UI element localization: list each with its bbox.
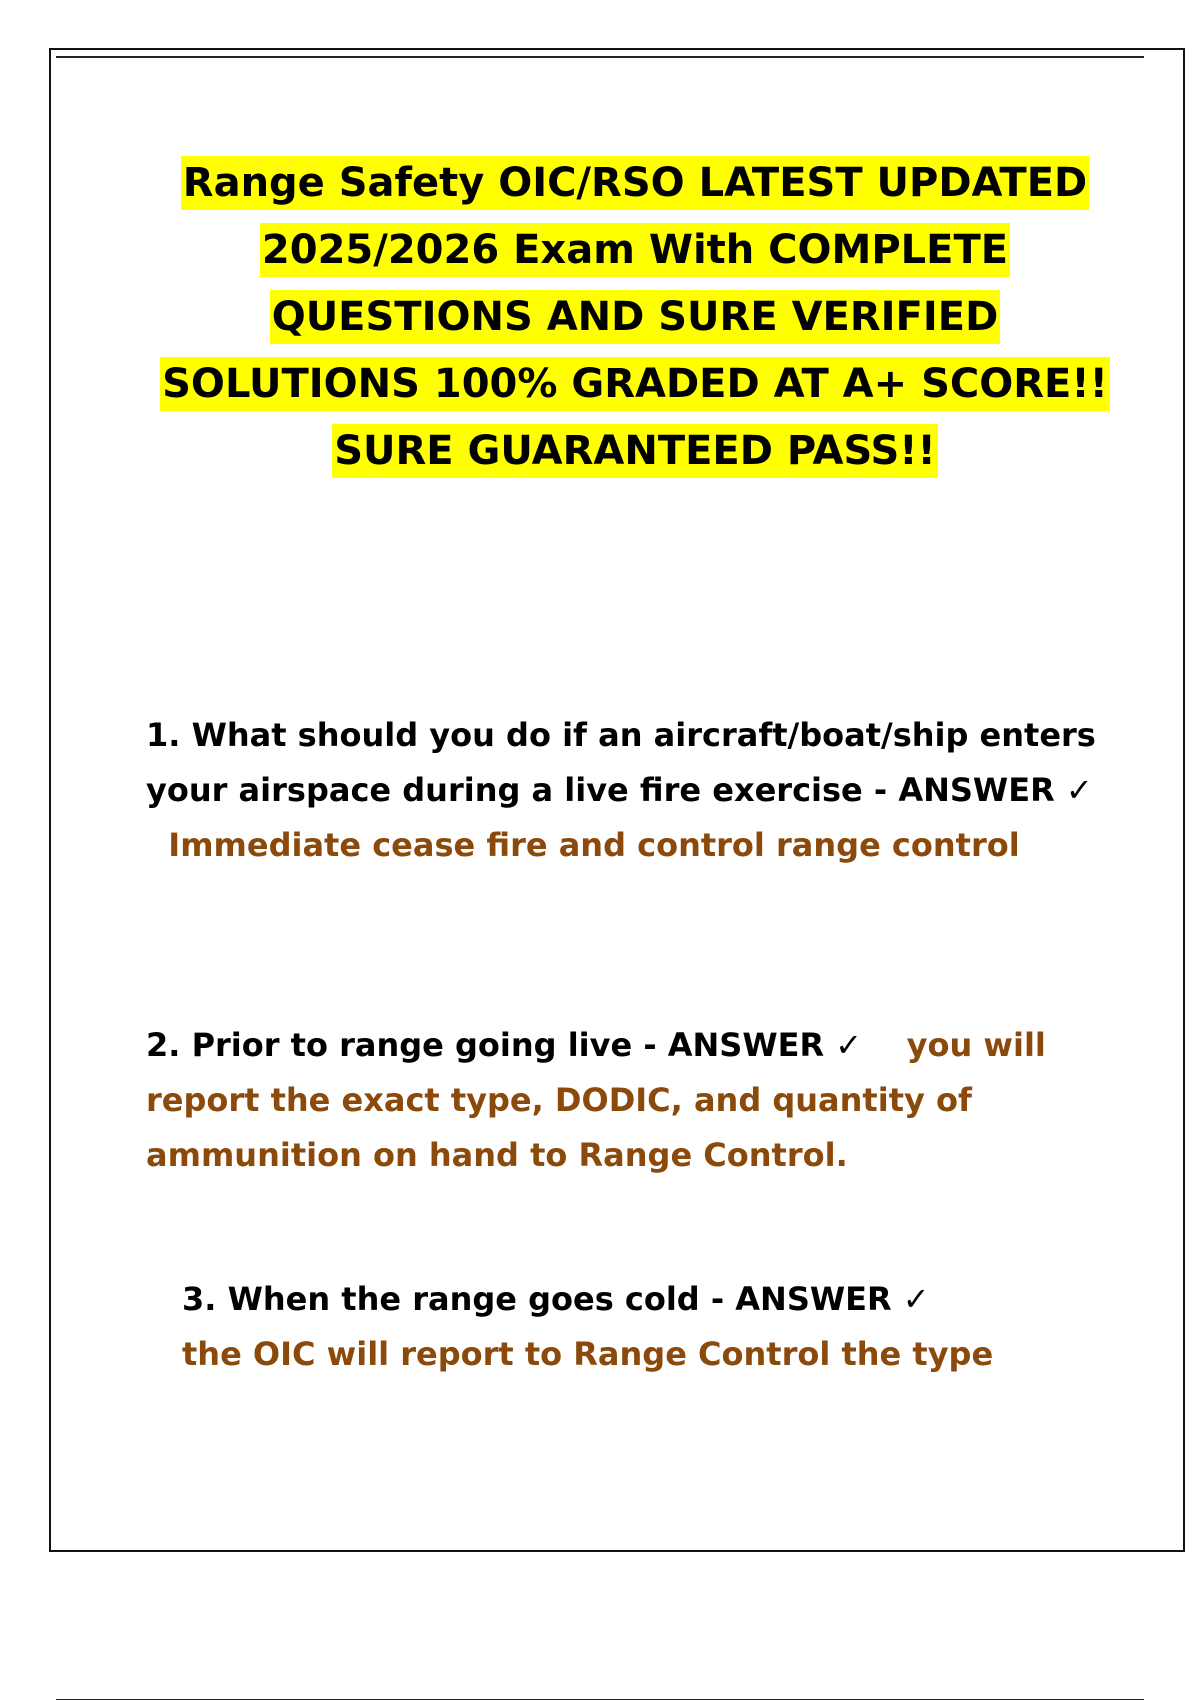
question-item-1 <box>146 708 1096 873</box>
document-title <box>150 150 1120 485</box>
checkmark-icon: ✓ <box>835 1026 863 1064</box>
question-text: 2. Prior to range going live <box>146 1026 633 1064</box>
answer-text: Immediate cease fire and control range control <box>168 826 1020 864</box>
answer-text: you will report the exact type, DODIC, and quantity of ammunition on hand to Range Control. <box>146 1026 1046 1174</box>
document-title-text: Range Safety OIC/RSO LATEST UPDATED 2025/2026 Exam With COMPLETE QUESTIONS AND SURE VERIFIED SOLUTIONS 100% GRADED AT A+ SCORE!! SURE GUARANTEED PASS!! <box>160 156 1110 478</box>
question-text: 1. What should you do if an aircraft/boat/ship enters your airspace during a live fire exercise <box>146 716 1096 809</box>
top-rule <box>56 56 1144 58</box>
checkmark-icon: ✓ <box>902 1280 930 1318</box>
answer-label: - ANSWER <box>643 1026 825 1064</box>
answer-label: - ANSWER <box>873 771 1055 809</box>
checkmark-icon: ✓ <box>1065 771 1093 809</box>
answer-text: the OIC will report to Range Control the type <box>182 1335 994 1373</box>
question-text: 3. When the range goes cold <box>182 1280 700 1318</box>
question-item-3 <box>182 1272 1102 1382</box>
answer-label: - ANSWER <box>710 1280 892 1318</box>
question-item-2 <box>146 1018 1096 1183</box>
